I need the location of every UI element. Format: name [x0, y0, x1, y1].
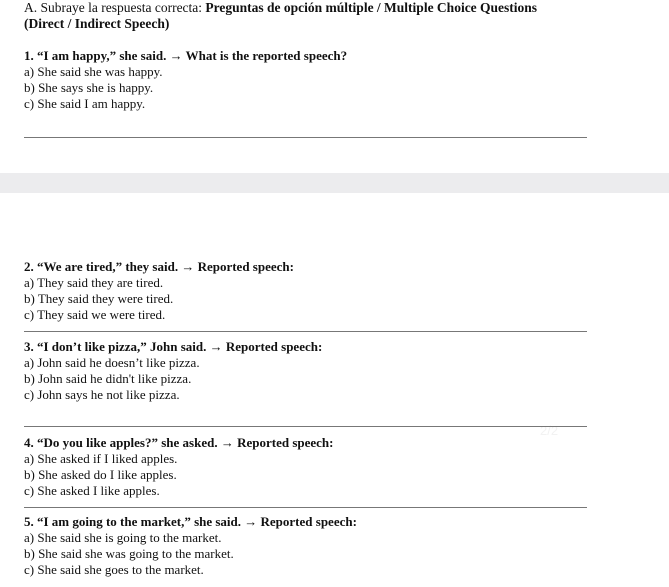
divider-rule — [24, 331, 587, 332]
instruction-subtitle: (Direct / Indirect Speech) — [24, 16, 170, 31]
question-2-option-a[interactable]: a) They said they are tired. — [24, 275, 164, 290]
question-3-title: 3. “I don’t like pizza,” John said. → Reported speech: — [24, 339, 323, 354]
question-4-title: 4. “Do you like apples?” she asked. → Reported speech: — [24, 435, 334, 450]
question-3-option-a[interactable]: a) John said he doesn’t like pizza. — [24, 355, 200, 370]
question-1-title: 1. “I am happy,” she said. → What is the reported speech? — [24, 48, 348, 63]
question-5-option-b[interactable]: b) She said she was going to the market. — [24, 546, 234, 561]
question-5-option-c[interactable]: c) She said she goes to the market. — [24, 562, 204, 577]
question-4-option-c[interactable]: c) She asked I like apples. — [24, 483, 160, 498]
question-1-option-b[interactable]: b) She says she is happy. — [24, 80, 154, 95]
document-page-2 — [0, 193, 669, 587]
question-4-option-b[interactable]: b) She asked do I like apples. — [24, 467, 177, 482]
page-marker: 2/2 — [540, 423, 559, 438]
question-3 — [24, 339, 594, 403]
question-3-option-c[interactable]: c) John says he not like pizza. — [24, 387, 180, 402]
question-5-option-a[interactable]: a) She said she is going to the market. — [24, 530, 222, 545]
instruction-prefix: A. Subraye la respuesta correcta: — [24, 0, 206, 15]
divider-rule — [24, 507, 587, 508]
question-2-option-c[interactable]: c) They said we were tired. — [24, 307, 166, 322]
question-4 — [24, 435, 594, 499]
divider-rule — [24, 137, 587, 138]
question-5-title: 5. “I am going to the market,” she said. → Reported speech: — [24, 514, 357, 529]
divider-rule — [24, 426, 587, 427]
question-4-option-a[interactable]: a) She asked if I liked apples. — [24, 451, 178, 466]
question-2 — [24, 259, 594, 323]
instruction-title: Preguntas de opción múltiple / Multiple Choice Questions — [205, 0, 538, 15]
page-separator — [0, 173, 669, 193]
question-2-title: 2. “We are tired,” they said. → Reported speech: — [24, 259, 294, 274]
question-3-option-b[interactable]: b) John said he didn't like pizza. — [24, 371, 192, 386]
question-1-option-c[interactable]: c) She said I am happy. — [24, 96, 146, 111]
question-2-option-b[interactable]: b) They said they were tired. — [24, 291, 174, 306]
question-1 — [24, 48, 594, 112]
question-1-option-a[interactable]: a) She said she was happy. — [24, 64, 163, 79]
document-page-1 — [0, 0, 669, 173]
question-5 — [24, 514, 594, 578]
instruction-heading — [24, 0, 594, 16]
